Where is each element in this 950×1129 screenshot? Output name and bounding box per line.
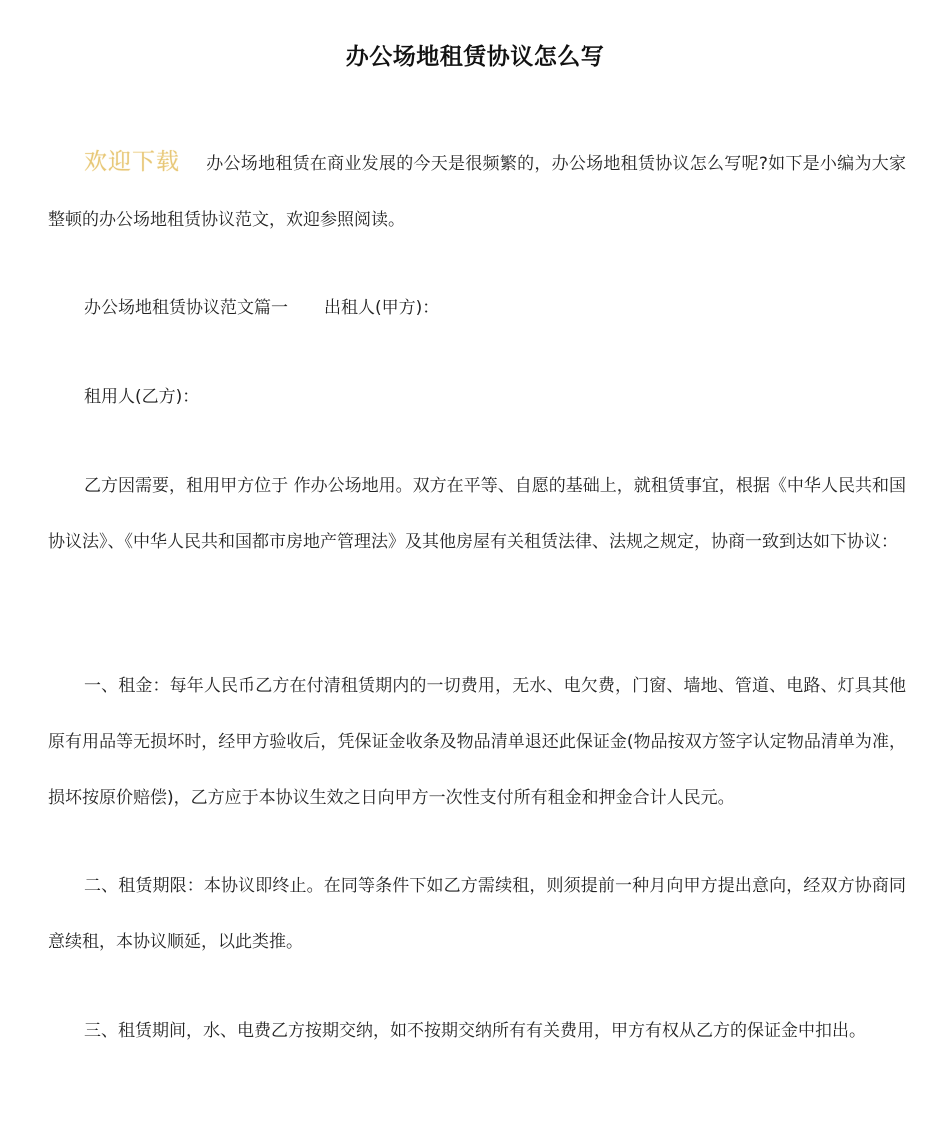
intro-text: 办公场地租赁在商业发展的今天是很频繁的，办公场地租赁协议怎么写呢?如下是小编为大家整顿的办公场地租赁协议范文，欢迎参照阅读。 (48, 154, 906, 230)
article-1-rent: 一、租金：每年人民币乙方在付清租赁期内的一切费用，无水、电欠费，门窗、墙地、管道、电路、灯具其他原有用品等无损坏时，经甲方验收后，凭保证金收条及物品清单退还此保证金(物品按双方签字认定物品清单为准，损坏按原价赔偿)，乙方应于本协议生效之日向甲方一次性支付所有租金和押金合计人民元。 (48, 676, 906, 808)
lessor-label: 出租人(甲方)： (324, 298, 440, 318)
intro-paragraph (48, 134, 906, 248)
article-3-utilities: 三、租赁期间，水、电费乙方按期交纳，如不按期交纳所有有关费用，甲方有权从乙方的保证金中扣出。 (84, 1021, 866, 1041)
article-2-lease-term: 二、租赁期限：本协议即终止。在同等条件下如乙方需续租，则须提前一种月向甲方提出意向，经双方协商同意续租，本协议顺延，以此类推。 (48, 876, 906, 952)
preamble-paragraph: 乙方因需要，租用甲方位于 作办公场地用。双方在平等、自愿的基础上，就租赁事宜，根据《中华人民共和国协议法》、《中华人民共和国都市房地产管理法》及其他房屋有关租赁法律、法规之规定，协商一致到达如下协议： (48, 476, 906, 552)
section-heading: 办公场地租赁协议范文篇一 (84, 298, 288, 318)
welcome-download-logo: 欢迎下载 (84, 149, 180, 175)
document-title: 办公场地租赁协议怎么写 (345, 44, 605, 70)
lessee-label: 租用人(乙方)： (84, 387, 200, 407)
section-heading-line (48, 280, 906, 336)
